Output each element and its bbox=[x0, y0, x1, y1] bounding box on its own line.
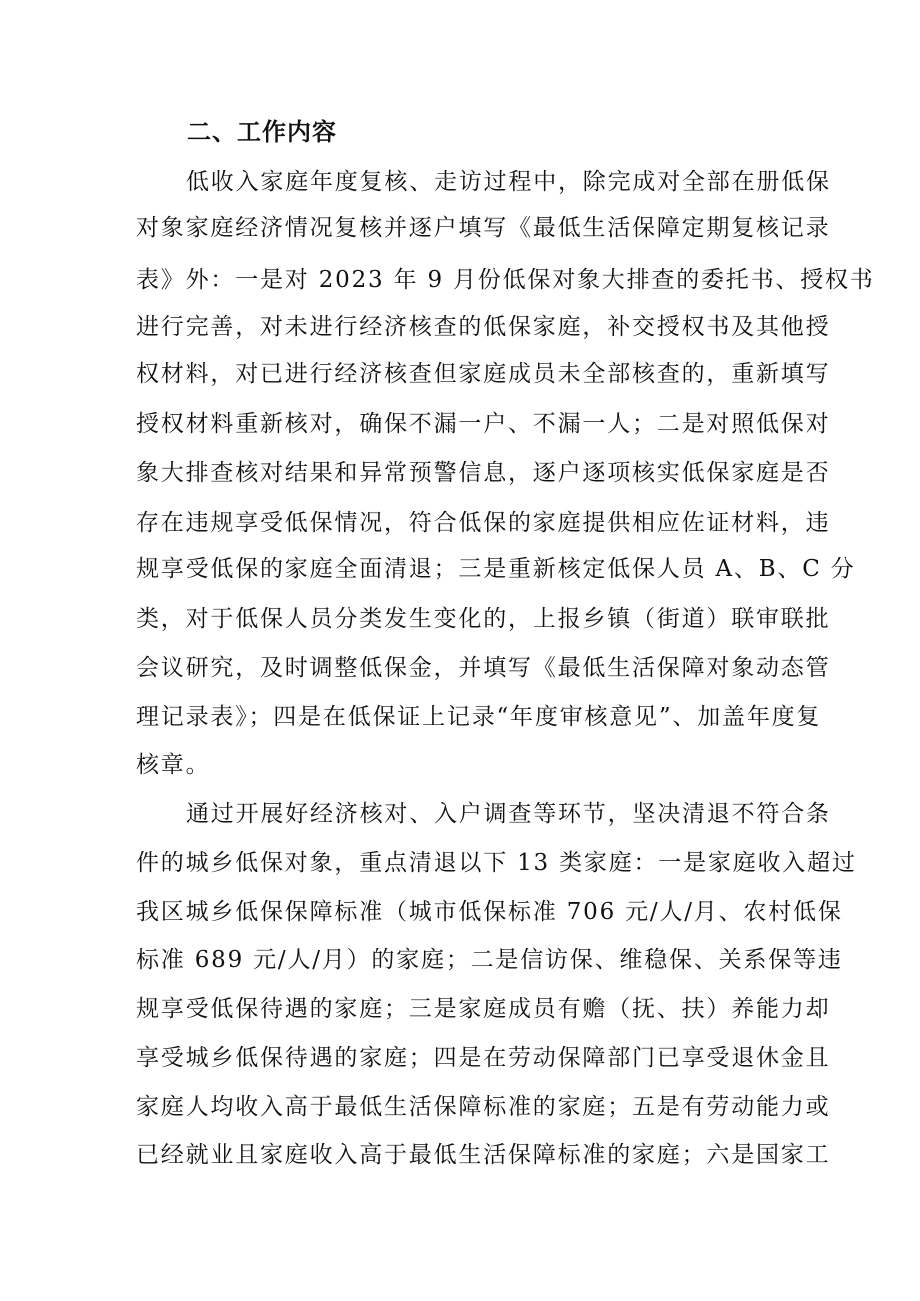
paragraph-1-line-9: 规享受低保的家庭全面清退；三是重新核定低保人员 A、B、C 分 bbox=[136, 556, 856, 582]
paragraph-2-line-6: 享受城乡低保待遇的家庭；四是在劳动保障部门已享受退休金且 bbox=[136, 1045, 831, 1071]
paragraph-2-line-7: 家庭人均收入高于最低生活保障标准的家庭；五是有劳动能力或 bbox=[136, 1094, 831, 1120]
paragraph-1-line-1: 低收入家庭年度复核、走访过程中，除完成对全部在册低保 bbox=[186, 169, 831, 195]
paragraph-1-line-11: 会议研究，及时调整低保金，并填写《最低生活保障对象动态管 bbox=[136, 655, 831, 681]
paragraph-1-line-2: 对象家庭经济情况复核并逐户填写《最低生活保障定期复核记录 bbox=[136, 215, 831, 241]
paragraph-1-line-6: 授权材料重新核对，确保不漏一户、不漏一人；二是对照低保对 bbox=[136, 411, 831, 437]
paragraph-2-line-2: 件的城乡低保对象，重点清退以下 13 类家庭：一是家庭收入超过 bbox=[136, 850, 857, 876]
paragraph-2-line-5: 规享受低保待遇的家庭；三是家庭成员有赡（抚、扶）养能力却 bbox=[136, 996, 831, 1022]
paragraph-1-line-4: 进行完善，对未进行经济核查的低保家庭，补交授权书及其他授 bbox=[136, 314, 831, 340]
paragraph-1-line-3: 表》外：一是对 2023 年 9 月份低保对象大排查的委托书、授权书 bbox=[136, 267, 875, 293]
paragraph-1-line-7: 象大排查核对结果和异常预警信息，逐户逐项核实低保家庭是否 bbox=[136, 460, 831, 486]
section-heading: 二、工作内容 bbox=[187, 118, 337, 146]
paragraph-2-line-3: 我区城乡低保保障标准（城市低保标准 706 元/人/月、农村低保 bbox=[136, 899, 843, 925]
paragraph-1-line-8: 存在违规享受低保情况，符合低保的家庭提供相应佐证材料，违 bbox=[136, 510, 831, 536]
paragraph-2-line-4: 标准 689 元/人/月）的家庭；二是信访保、维稳保、关系保等违 bbox=[136, 947, 843, 973]
paragraph-1-line-10: 类，对于低保人员分类发生变化的，上报乡镇（街道）联审联批 bbox=[136, 606, 831, 632]
paragraph-2-line-8: 已经就业且家庭收入高于最低生活保障标准的家庭；六是国家工 bbox=[136, 1142, 831, 1168]
paragraph-2-line-1: 通过开展好经济核对、入户调查等环节，坚决清退不符合条 bbox=[186, 801, 831, 827]
paragraph-1-line-5: 权材料，对已进行经济核查但家庭成员未全部核查的，重新填写 bbox=[136, 361, 831, 387]
paragraph-1-line-12: 理记录表》；四是在低保证上记录“年度审核意见”、加盖年度复 bbox=[136, 704, 822, 730]
paragraph-1-line-13: 核章。 bbox=[136, 752, 211, 778]
